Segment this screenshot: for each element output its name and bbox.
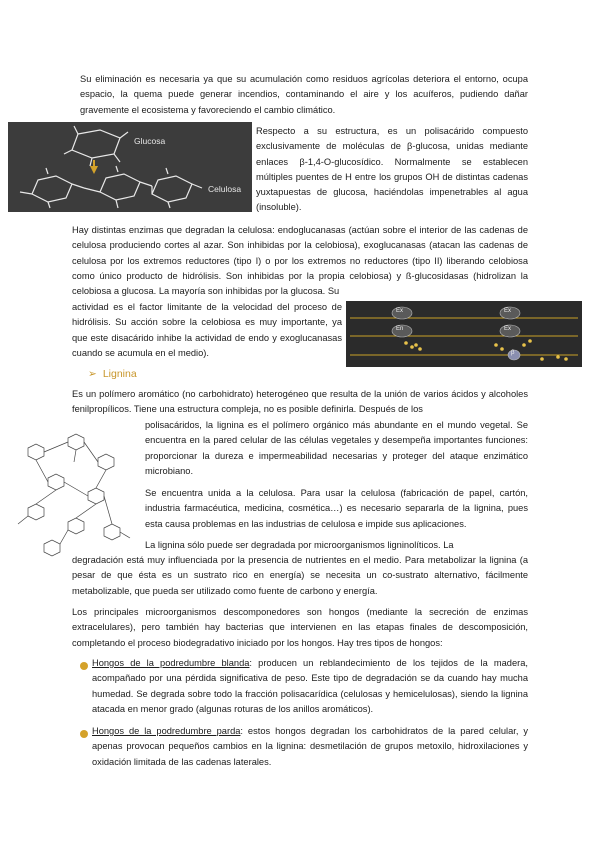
bullet-item-soft-rot [92, 656, 528, 717]
bullet-text: : producen un reblandecimiento de los tejidos de la madera, acompañado por una pérdida significativa de peso. Este tipo de degradación se da cuando hay mucha humedad. Se degrada sobre todo la fracción polisacarídica (celulosas y hemicelulosas), siendo la lignina atacada en menor grado (algunas roturas de los anillos aromáticos). [92, 658, 528, 714]
cellulose-structure-figure [8, 122, 252, 212]
enzyme-label: β [511, 350, 515, 356]
bullet-item-brown-rot [92, 724, 528, 770]
cellulose-label: Celulosa [208, 184, 242, 194]
bullet-term: Hongos de la podredumbre parda [92, 726, 241, 736]
glucose-label: Glucosa [134, 136, 166, 146]
lignina-paragraph-3-start: La lignina sólo puede ser degradada por microorganismos ligninolíticos. La [145, 540, 454, 550]
enzyme-label: En [396, 326, 404, 332]
lignina-heading-text: Lignina [102, 368, 137, 380]
cellulose-diagram [8, 122, 252, 212]
enzyme-label: Ex [504, 308, 512, 314]
bullet-icon [80, 662, 88, 670]
enzymes-paragraph: Hay distintas enzimas que degradan la celulosa: endoglucanasas (actúan sobre el interior de las cadenas de celulosa produciendo cortes al azar. Son inhibidas por la celobiosa), exoglucanasas (atacan las cadenas de celulosa por los extremos reductores (tipo I) o por los extremos no reductores (tipo II) liberando celobiosa como único producto de hidrólisis. Son inhibidas por la propia celobiosa) y ß-glucosidasas (hidrolizan la celobiosa a glucosa. La mayoría son inhibidas por la glucosa. Su [72, 225, 528, 297]
enzymes-continuation: actividad es el factor limitante de la velocidad del proceso de hidrólisis. Su acción sobre la celobiosa es muy importante, ya que este disacárido inhibe la actividad de endo y exoglucanasas cuando se acumula en el medio). [72, 302, 342, 358]
enzyme-label: Ex [504, 326, 512, 332]
enzyme-action-figure [346, 301, 582, 367]
enzyme-label: Ex [396, 308, 404, 314]
enzyme-diagram [346, 301, 582, 367]
structure-paragraph: Respecto a su estructura, es un polisacárido compuesto exclusivamente de moléculas de β-glucosa, unidas mediante enlaces β-1,4-O-glucosídico. Normalmente se establecen múltiples puentes de H entre los grupos OH de distintas cadenas yuxtapuestas de glucosa, haciéndolas impenetrables al agua (insoluble). [256, 126, 528, 213]
lignina-heading [88, 368, 137, 380]
lignina-paragraph-3-rest: degradación está muy influenciada por la presencia de nutrientes en el medio. Para metabolizar la lignina (a pesar de que ésta es un sustrato rico en energía) se necesita un co-sustrato alternativo, fácilmente metabolizable, que pueda ser utilizado como fuente de carbono y energía. [72, 555, 528, 596]
arrow-bullet-icon: ➢ [88, 368, 97, 380]
bullet-text: : estos hongos degradan los carbohidratos de la pared celular, y apenas provocan pequeños cambios en la lignina: desmetilación de grupos metoxilo, hidroxilaciones y oxidación limitada de las cadenas laterales. [92, 726, 528, 767]
lignin-structure-figure [8, 428, 138, 568]
lignina-paragraph-rest: polisacáridos, la lignina es el polímero orgánico más abundante en el mundo vegetal. Se encuentra en la pared celular de las células vegetales y desempeña importantes funciones: proporcionar la dureza e impermeabilidad necesarias y proteger del ataque enzimático microbiano. [145, 420, 528, 476]
lignina-paragraph-start: Es un polímero aromático (no carbohidrato) heterogéneo que resulta de la unión de varios ácidos y alcoholes fenilpropílicos. Tiene una estructura compleja, no es posible definirla. Después de los [72, 389, 528, 415]
lignin-diagram [8, 428, 138, 568]
bullet-term: Hongos de la podredumbre blanda [92, 658, 250, 668]
intro-paragraph: Su eliminación es necesaria ya que su acumulación como residuos agrícolas deteriora el entorno, ocupa espacio, la quema puede generar incendios, contaminando el aire y los acuíferos, pudiendo dañar gravemente el ecosistema y favoreciendo el cambio climático. [80, 74, 528, 115]
lignina-paragraph-2: Se encuentra unida a la celulosa. Para usar la celulosa (fabricación de papel, cartón, industria farmacéutica, medicina, cosmética…) es necesario separarla de la lignina, pues esta causa problemas en las industrias de celulosa e impide sus aplicaciones. [145, 488, 528, 529]
microorganisms-paragraph: Los principales microorganismos descomponedores son hongos (mediante la secreción de enzimas extracelulares), pero también hay bacterias que intervienen en las etapas finales de descomposición, completando el proceso biodegradativo iniciado por los hongos. Hay tres tipos de hongos: [72, 607, 528, 648]
bullet-icon [80, 730, 88, 738]
